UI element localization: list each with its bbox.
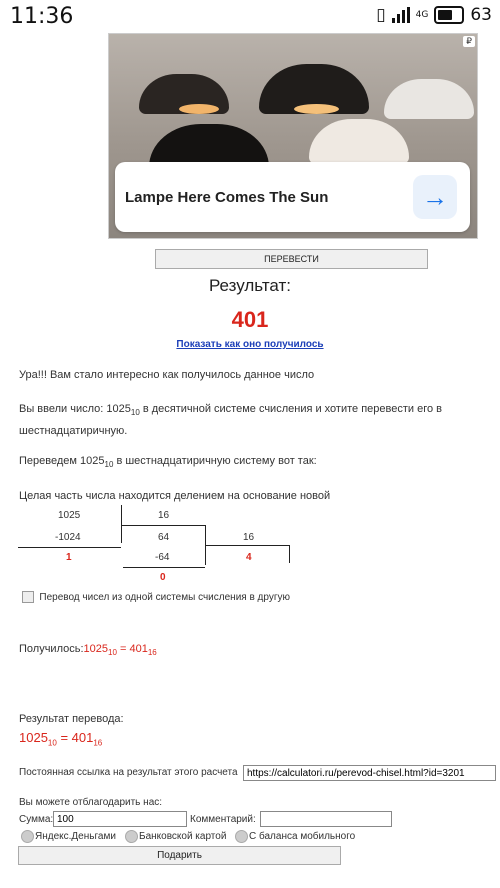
divisor: 16 <box>158 510 170 521</box>
remainder-2: 0 <box>160 572 166 583</box>
division-line <box>121 525 206 526</box>
final-base-to: 16 <box>93 738 103 748</box>
permalink-label: Постоянная ссылка на результат этого расчета <box>19 767 238 778</box>
lamp-image <box>309 119 409 164</box>
broken-image <box>20 590 290 606</box>
lamp-glow <box>294 104 339 114</box>
integer-part-text: Целая часть числа находится делением на основание новой <box>19 490 331 502</box>
division-line <box>18 547 121 548</box>
radio-mobile-label: С баланса мобильного <box>249 831 356 842</box>
final-res: 401 <box>71 730 94 745</box>
result-label: Результат: <box>208 276 292 295</box>
convert-num: 1025 <box>80 455 105 467</box>
got-base-from: 10 <box>108 648 117 658</box>
radio-yandex[interactable] <box>21 830 34 843</box>
dividend: 1025 <box>58 510 81 521</box>
final-num: 1025 <box>19 730 48 745</box>
status-time: 11:36 <box>10 4 74 29</box>
show-how-link[interactable]: Показать как оно получилось <box>176 339 324 350</box>
entered-suffix: в десятичной системе счисления и хотите перевести его в шестнадцатиричную. <box>19 403 442 438</box>
radio-card[interactable] <box>125 830 138 843</box>
comment-field[interactable] <box>260 811 392 827</box>
ad-title: Lampe Here Comes The Sun <box>125 188 329 206</box>
convert-prefix: Переведем <box>19 455 81 467</box>
permalink-field[interactable] <box>243 765 496 781</box>
status-bar <box>0 0 500 32</box>
ad-card[interactable] <box>115 162 470 232</box>
arrow-right-icon[interactable]: → <box>413 175 457 219</box>
signal-icon <box>392 7 410 23</box>
sum-label: Сумма: <box>19 814 54 825</box>
convert-text <box>19 452 484 474</box>
got-eq: = <box>116 643 130 655</box>
final-label: Результат перевода: <box>19 713 124 725</box>
radio-mobile[interactable] <box>235 830 248 843</box>
lamp-image <box>384 79 474 119</box>
intro-text: Ура!!! Вам стало интересно как получилось данное число <box>19 369 315 381</box>
subtrahend: -1024 <box>55 532 81 543</box>
ad-banner[interactable] <box>108 33 478 239</box>
final-result <box>19 728 102 753</box>
radio-yandex-label: Яндекс.Деньгами <box>35 831 116 842</box>
entered-prefix: Вы ввели число: <box>19 403 107 415</box>
remainder: 1 <box>66 552 72 563</box>
entered-text <box>19 400 484 441</box>
divisor-2: 16 <box>243 532 255 543</box>
division-line <box>123 567 205 568</box>
convert-suffix: в шестнадцатиричную систему вот так: <box>113 455 317 467</box>
gift-button[interactable]: Подарить <box>18 846 341 865</box>
final-base-from: 10 <box>47 738 57 748</box>
ad-badge: ₽ <box>463 36 475 47</box>
broken-image-icon <box>22 591 34 603</box>
division-line <box>289 545 290 563</box>
image-alt-text: Перевод чисел из одной системы счисления в другую <box>39 592 290 603</box>
got-base-to: 16 <box>147 648 157 658</box>
division-table <box>18 505 308 585</box>
thanks-label: Вы можете отблагодарить нас: <box>19 797 163 808</box>
subtrahend-2: -64 <box>155 552 170 563</box>
convert-base: 10 <box>104 460 114 470</box>
quotient: 64 <box>158 532 170 543</box>
got-label: Получилось: <box>19 643 84 655</box>
quotient-2: 4 <box>246 552 252 563</box>
sum-field[interactable] <box>53 811 187 827</box>
battery-icon <box>434 6 464 24</box>
final-eq: = <box>56 730 72 745</box>
convert-button[interactable]: ПЕРЕВЕСТИ <box>155 249 428 269</box>
comment-label: Комментарий: <box>190 814 256 825</box>
radio-card-label: Банковской картой <box>139 831 227 842</box>
lamp-glow <box>179 104 219 114</box>
battery-level: 63 <box>470 5 492 25</box>
status-icons <box>376 5 492 25</box>
network-type: 4G <box>415 10 429 20</box>
entered-base: 10 <box>130 408 140 418</box>
vibrate-icon: ▯ <box>376 5 386 25</box>
got-res: 401 <box>129 643 148 655</box>
result-value: 401 <box>231 307 269 332</box>
got-num: 1025 <box>83 643 109 655</box>
division-line <box>121 505 122 543</box>
got-result <box>19 640 157 662</box>
entered-num: 1025 <box>106 403 131 415</box>
division-line <box>205 545 290 546</box>
